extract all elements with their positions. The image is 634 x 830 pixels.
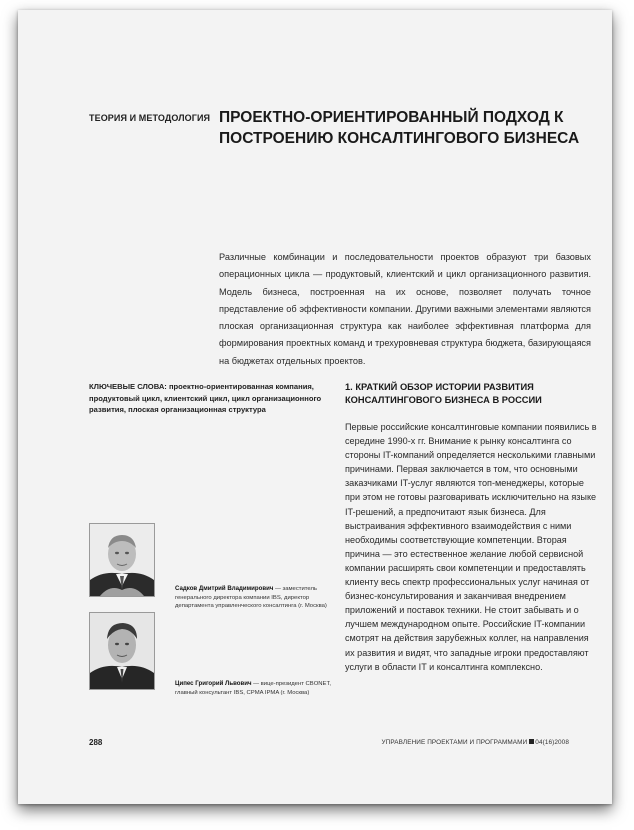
author-photo-2 bbox=[89, 612, 155, 690]
keywords: КЛЮЧЕВЫЕ СЛОВА: проектно-ориентированная компания, продуктовый цикл, клиентский цикл, цикл организационного развития, плоская организационная структура bbox=[89, 382, 322, 414]
author-name-2: Ципес Григорий Львович bbox=[175, 680, 252, 687]
section-heading: 1. КРАТКИЙ ОБЗОР ИСТОРИИ РАЗВИТИЯ КОНСАЛТИНГОВОГО БИЗНЕСА В РОССИИ bbox=[345, 382, 542, 405]
author-name-1: Садков Дмитрий Владимирович bbox=[175, 585, 274, 592]
journal-page bbox=[18, 10, 612, 804]
section-label: ТЕОРИЯ И МЕТОДОЛОГИЯ bbox=[89, 113, 211, 123]
author-photo-1 bbox=[89, 523, 155, 597]
author-bio-2 bbox=[175, 680, 335, 697]
journal-name: УПРАВЛЕНИЕ ПРОЕКТАМИ И ПРОГРАММАМИ bbox=[381, 739, 528, 746]
journal-issue: 04(16)2008 bbox=[535, 739, 569, 746]
author-desc-2: — вице-президент CBONET, главный консультант IBS, CPMA IPMA (г. Москва) bbox=[175, 681, 332, 696]
lead-paragraph: Различные комбинации и последовательности проектов образуют три базовых операционных цикла — продуктовый, клиентский и цикл организационного развития. Модель бизнеса, построенная на их основе, позволяет получать точное представление об эффективности компании. Другими важными элементами являются плоская организационная структура как наиболее эффективная платформа для формирования проектных команд и трехуровневая структура бюджета, базирующаяся на бюджетах отдельных проектов. bbox=[219, 252, 591, 366]
author-desc-1: — заместитель генерального директора компании IBS, директор департамента управленческого консалтинга (г. Москва) bbox=[175, 586, 327, 610]
page-number: 288 bbox=[89, 738, 103, 747]
author-bio-1 bbox=[175, 585, 335, 611]
article-title: ПРОЕКТНО-ОРИЕНТИРОВАННЫЙ ПОДХОД К ПОСТРОЕНИЮ КОНСАЛТИНГОВОГО БИЗНЕСА bbox=[219, 109, 580, 147]
journal-footer bbox=[381, 739, 569, 746]
square-bullet-icon bbox=[529, 739, 534, 744]
body-text: Первые российские консалтинговые компании появились в середине 1990-х гг. Внимание к рынку консалтинга со стороны IT-компаний определяется несколькими главными причинами. Первая заключается в том, что основными заказчиками IT-услуг являются топ-менеджеры, которые при этом не готовы разговаривать исключительно на языке IT-решений, а предпочитают язык бизнеса. Для выстраивания эффективного взаимодействия с ними необходимы соответствующие компетенции. Вторая причина — это естественное желание любой сервисной компании расширять свои компетенции и предоставлять клиенту весь спектр профессиональных услуг начиная от бизнес-консультирования и заканчивая внедрением приложений и поставок техники. Не стоит забывать и о лучшем международном опыте. Российские IT-компании смотрят на действия зарубежных коллег, на направления их развития и видят, что западные игроки предоставляют услуги в области IT и консалтинга комплексно. bbox=[345, 422, 597, 672]
